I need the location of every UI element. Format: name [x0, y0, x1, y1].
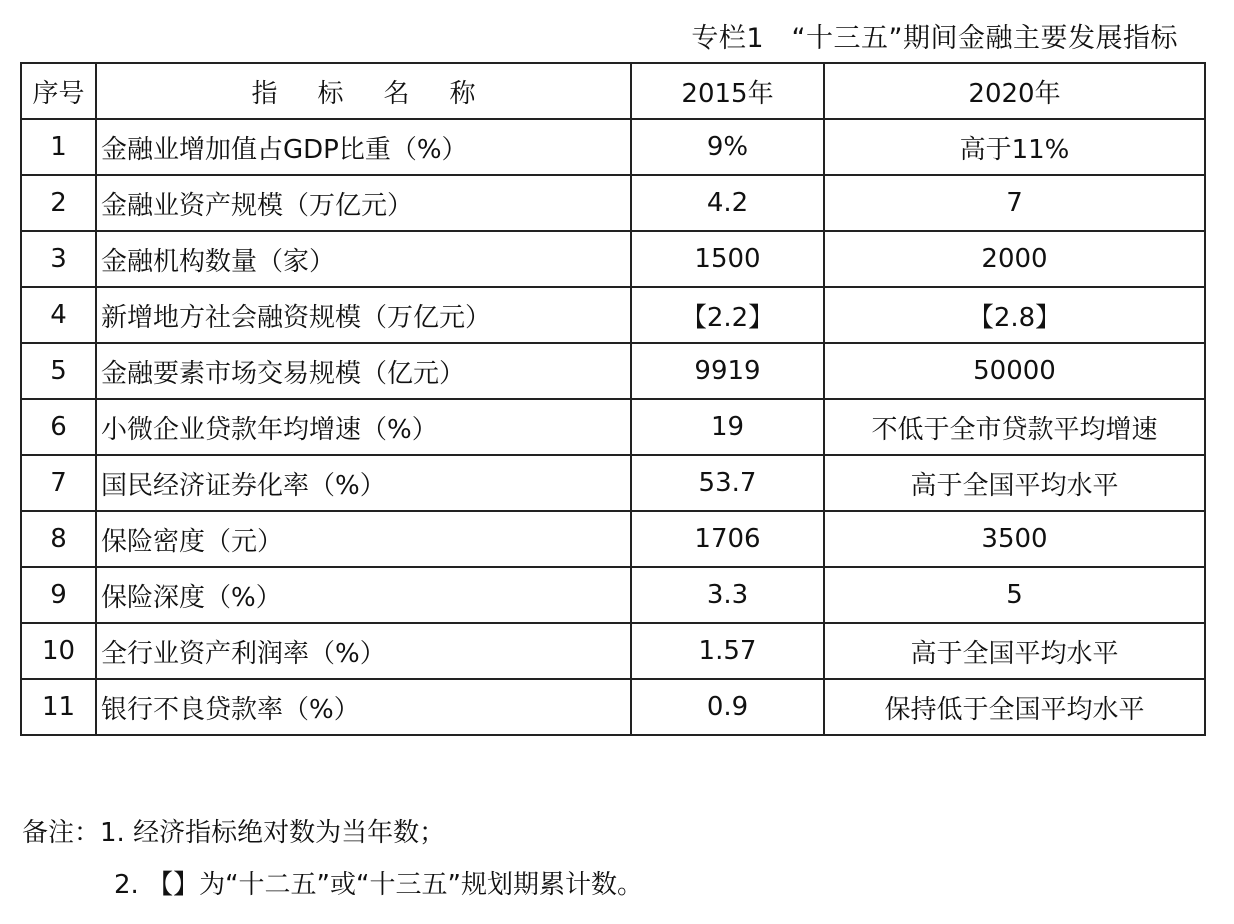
row-indicator-name: 金融要素市场交易规模（亿元）: [96, 343, 631, 399]
row-index: 4: [21, 287, 96, 343]
row-index: 9: [21, 567, 96, 623]
header-index: 序号: [21, 63, 96, 119]
row-value-2015: 4.2: [631, 175, 824, 231]
row-index: 7: [21, 455, 96, 511]
row-value-2015: 1706: [631, 511, 824, 567]
table-row: [21, 567, 1205, 623]
row-value-2015: 19: [631, 399, 824, 455]
note-line-2: 2. 【】为“十二五”或“十三五”规划期累计数。: [114, 870, 643, 900]
row-value-2020: 高于11%: [824, 119, 1205, 175]
row-indicator-name: 小微企业贷款年均增速（%）: [96, 399, 631, 455]
row-value-2020: 不低于全市贷款平均增速: [824, 399, 1205, 455]
notes: [22, 812, 643, 900]
row-value-2020: 50000: [824, 343, 1205, 399]
row-value-2015: 【2.2】: [631, 287, 824, 343]
table-row: [21, 175, 1205, 231]
row-index: 2: [21, 175, 96, 231]
table-row: [21, 623, 1205, 679]
row-indicator-name: 国民经济证券化率（%）: [96, 455, 631, 511]
row-index: 10: [21, 623, 96, 679]
row-value-2020: 保持低于全国平均水平: [824, 679, 1205, 735]
row-value-2020: 高于全国平均水平: [824, 623, 1205, 679]
table-row: [21, 455, 1205, 511]
header-indicator-name: 指标名称: [96, 63, 631, 119]
table-row: [21, 511, 1205, 567]
row-indicator-name: 银行不良贷款率（%）: [96, 679, 631, 735]
header-row: [21, 63, 1205, 119]
row-indicator-name: 全行业资产利润率（%）: [96, 623, 631, 679]
row-indicator-name: 金融业增加值占GDP比重（%）: [96, 119, 631, 175]
table-caption: 专栏1 “十三五”期间金融主要发展指标: [691, 23, 1178, 54]
header-2015: 2015年: [631, 63, 824, 119]
row-index: 8: [21, 511, 96, 567]
row-value-2015: 9919: [631, 343, 824, 399]
row-value-2015: 1.57: [631, 623, 824, 679]
row-indicator-name: 新增地方社会融资规模（万亿元）: [96, 287, 631, 343]
header-2020: 2020年: [824, 63, 1205, 119]
row-value-2015: 0.9: [631, 679, 824, 735]
row-indicator-name: 保险密度（元）: [96, 511, 631, 567]
row-value-2015: 53.7: [631, 455, 824, 511]
row-value-2015: 9%: [631, 119, 824, 175]
table-row: [21, 231, 1205, 287]
row-value-2020: 高于全国平均水平: [824, 455, 1205, 511]
row-indicator-name: 金融业资产规模（万亿元）: [96, 175, 631, 231]
indicator-table: [20, 62, 1206, 736]
row-index: 1: [21, 119, 96, 175]
row-value-2015: 1500: [631, 231, 824, 287]
row-value-2015: 3.3: [631, 567, 824, 623]
row-index: 6: [21, 399, 96, 455]
row-indicator-name: 保险深度（%）: [96, 567, 631, 623]
table-row: [21, 399, 1205, 455]
note-line-1: 备注：1. 经济指标绝对数为当年数；: [22, 818, 446, 848]
table-row: [21, 679, 1205, 735]
row-index: 3: [21, 231, 96, 287]
row-value-2020: 5: [824, 567, 1205, 623]
row-value-2020: 3500: [824, 511, 1205, 567]
row-index: 5: [21, 343, 96, 399]
table-row: [21, 119, 1205, 175]
row-value-2020: 7: [824, 175, 1205, 231]
row-value-2020: 2000: [824, 231, 1205, 287]
table-row: [21, 287, 1205, 343]
row-indicator-name: 金融机构数量（家）: [96, 231, 631, 287]
table-row: [21, 343, 1205, 399]
row-index: 11: [21, 679, 96, 735]
row-value-2020: 【2.8】: [824, 287, 1205, 343]
table-body: [21, 119, 1205, 735]
